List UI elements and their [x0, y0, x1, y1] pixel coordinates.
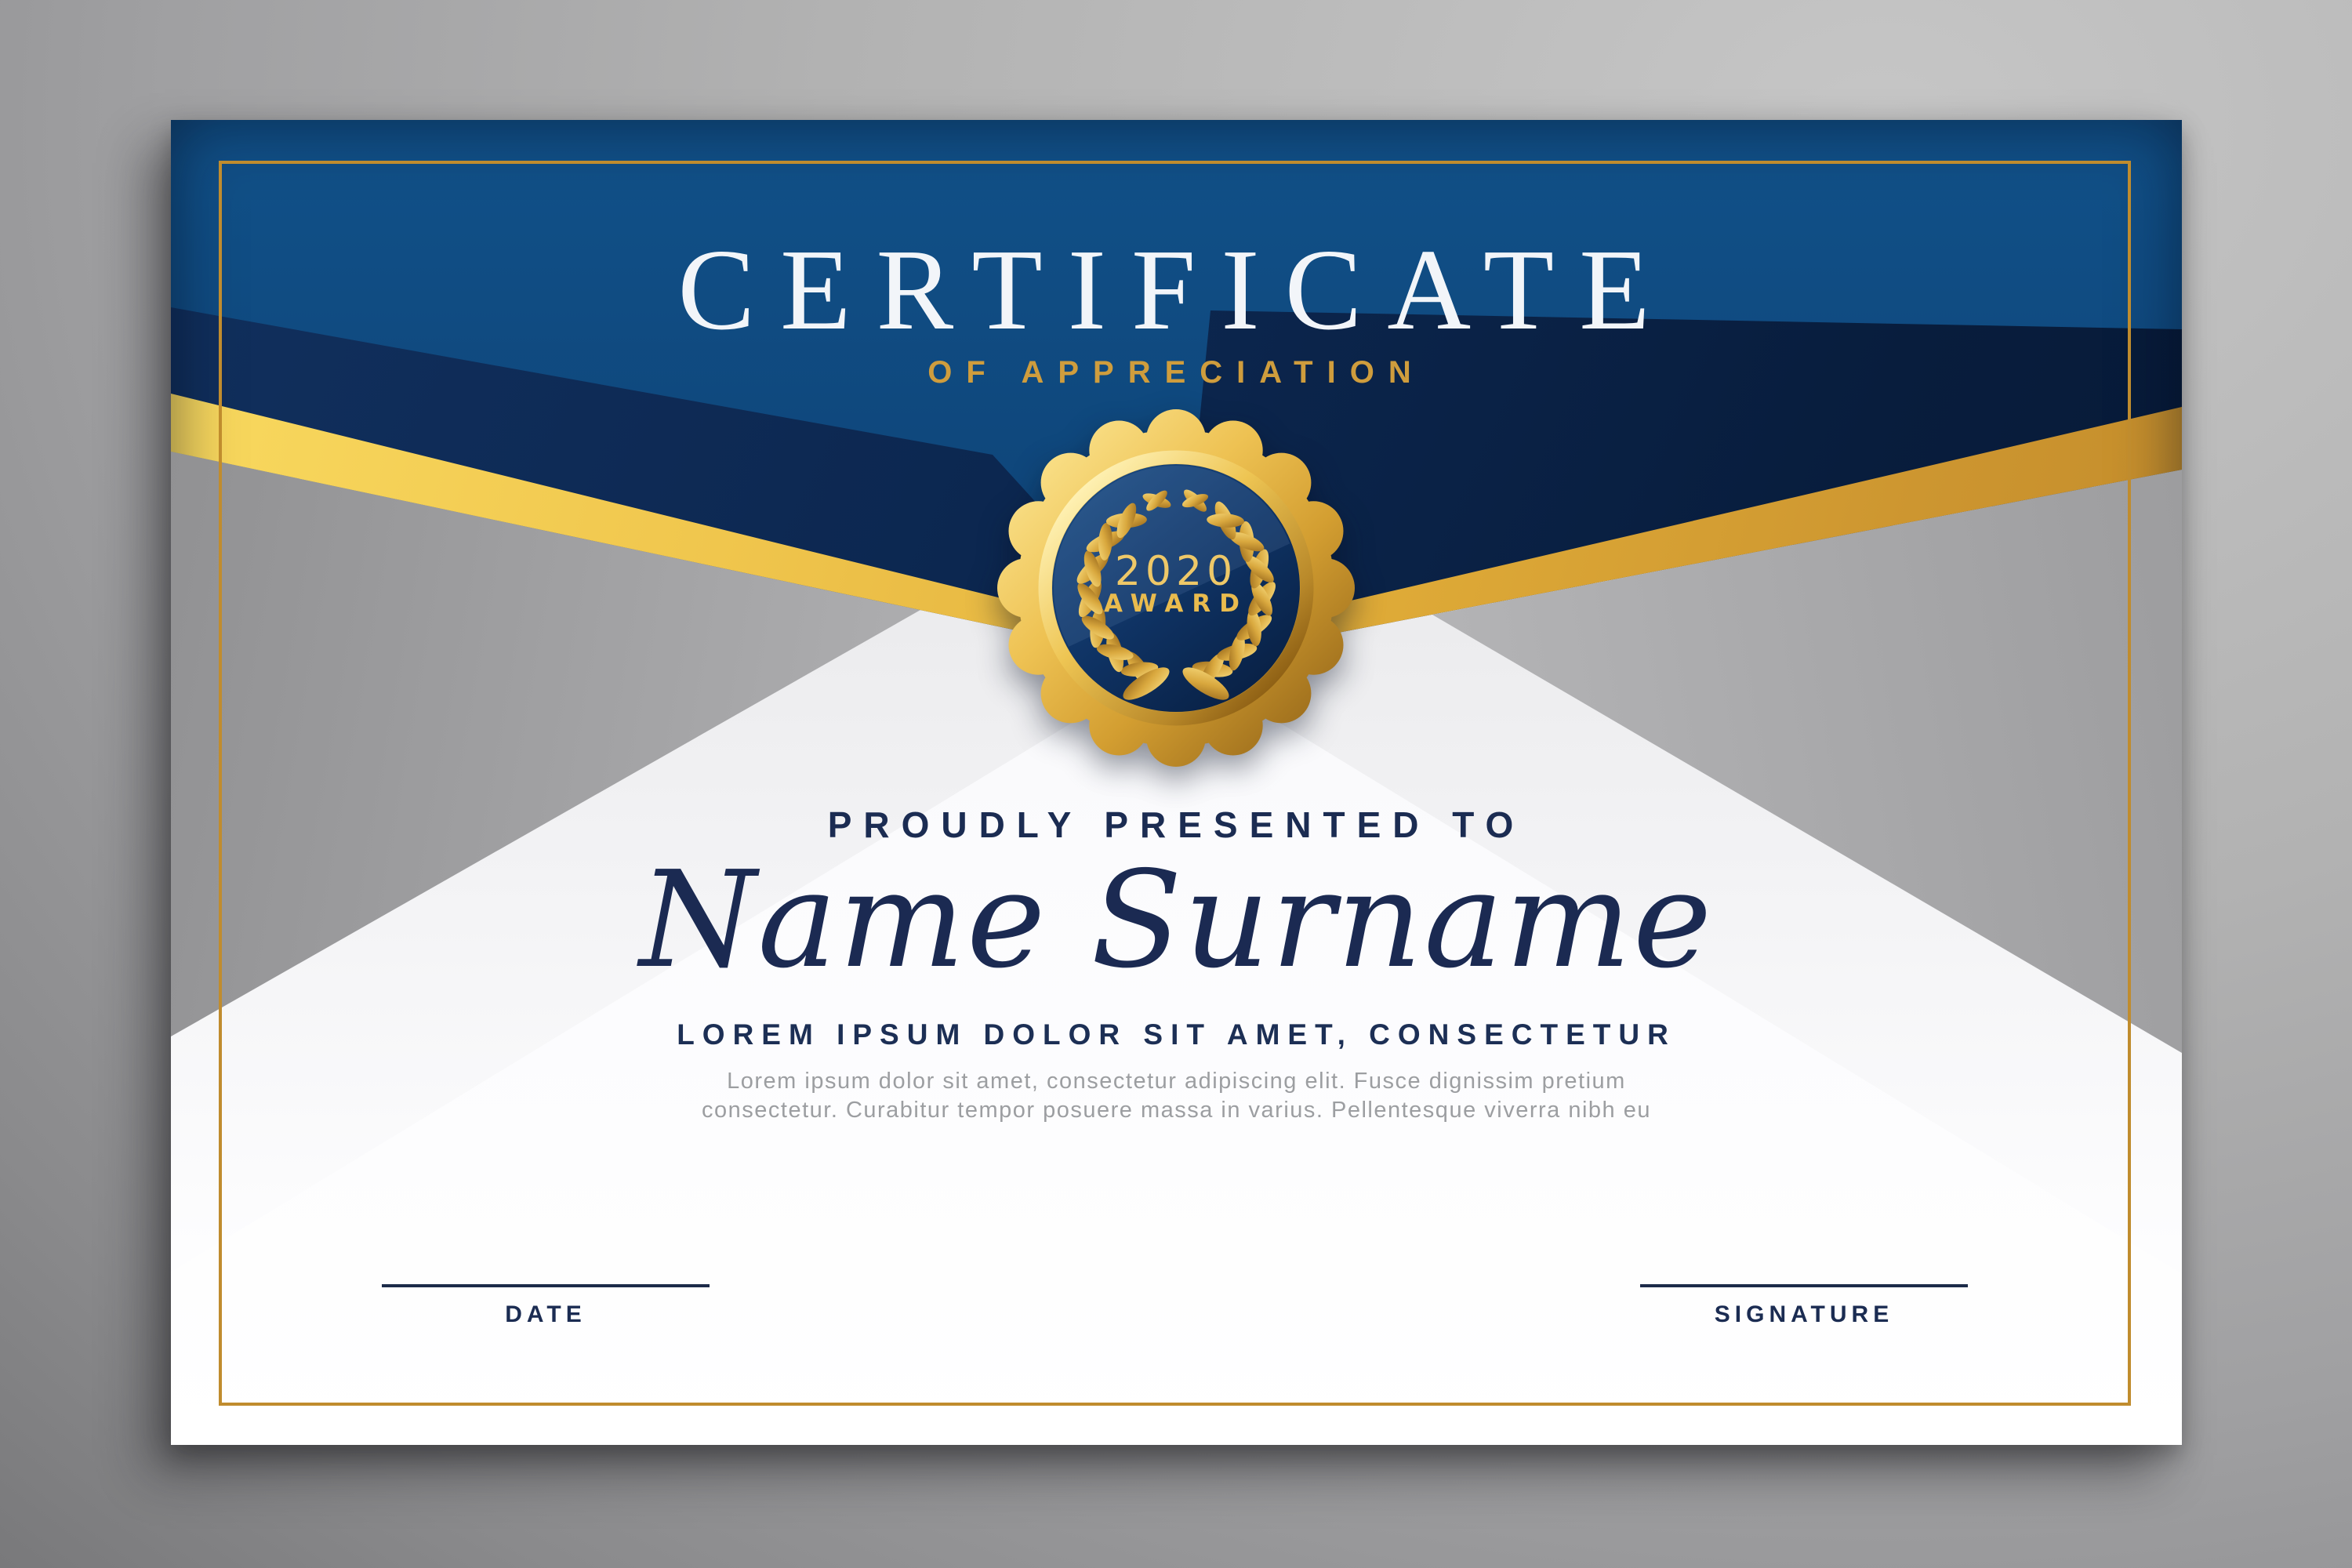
- signature-line: [1640, 1284, 1968, 1287]
- certificate-subtitle: OF APPRECIATION: [927, 355, 1425, 390]
- award-medal-badge: [980, 392, 1372, 784]
- signature-block: [1640, 1284, 1968, 1328]
- recipient-title-line: LOREM IPSUM DOLOR SIT AMET, CONSECTETUR: [677, 1018, 1676, 1051]
- certificate-title: CERTIFICATE: [677, 226, 1675, 354]
- certificate-card: [171, 120, 2182, 1445]
- body-paragraph: [171, 1067, 2182, 1125]
- presented-to-label: PROUDLY PRESENTED TO: [827, 804, 1526, 845]
- signature-label: SIGNATURE: [1714, 1301, 1894, 1327]
- date-block: [382, 1284, 710, 1328]
- date-label: DATE: [505, 1301, 586, 1327]
- date-line: [382, 1284, 710, 1287]
- recipient-name: Name Surname: [639, 843, 1714, 998]
- medal-award-label: AWARD: [1104, 590, 1248, 618]
- medal-year: 2020: [1114, 548, 1238, 595]
- body-line-1: Lorem ipsum dolor sit amet, consectetur adipiscing elit. Fusce dignissim pretium: [727, 1069, 1626, 1094]
- body-line-2: consectetur. Curabitur tempor posuere massa in varius. Pellentesque viverra nibh eu: [702, 1098, 1651, 1123]
